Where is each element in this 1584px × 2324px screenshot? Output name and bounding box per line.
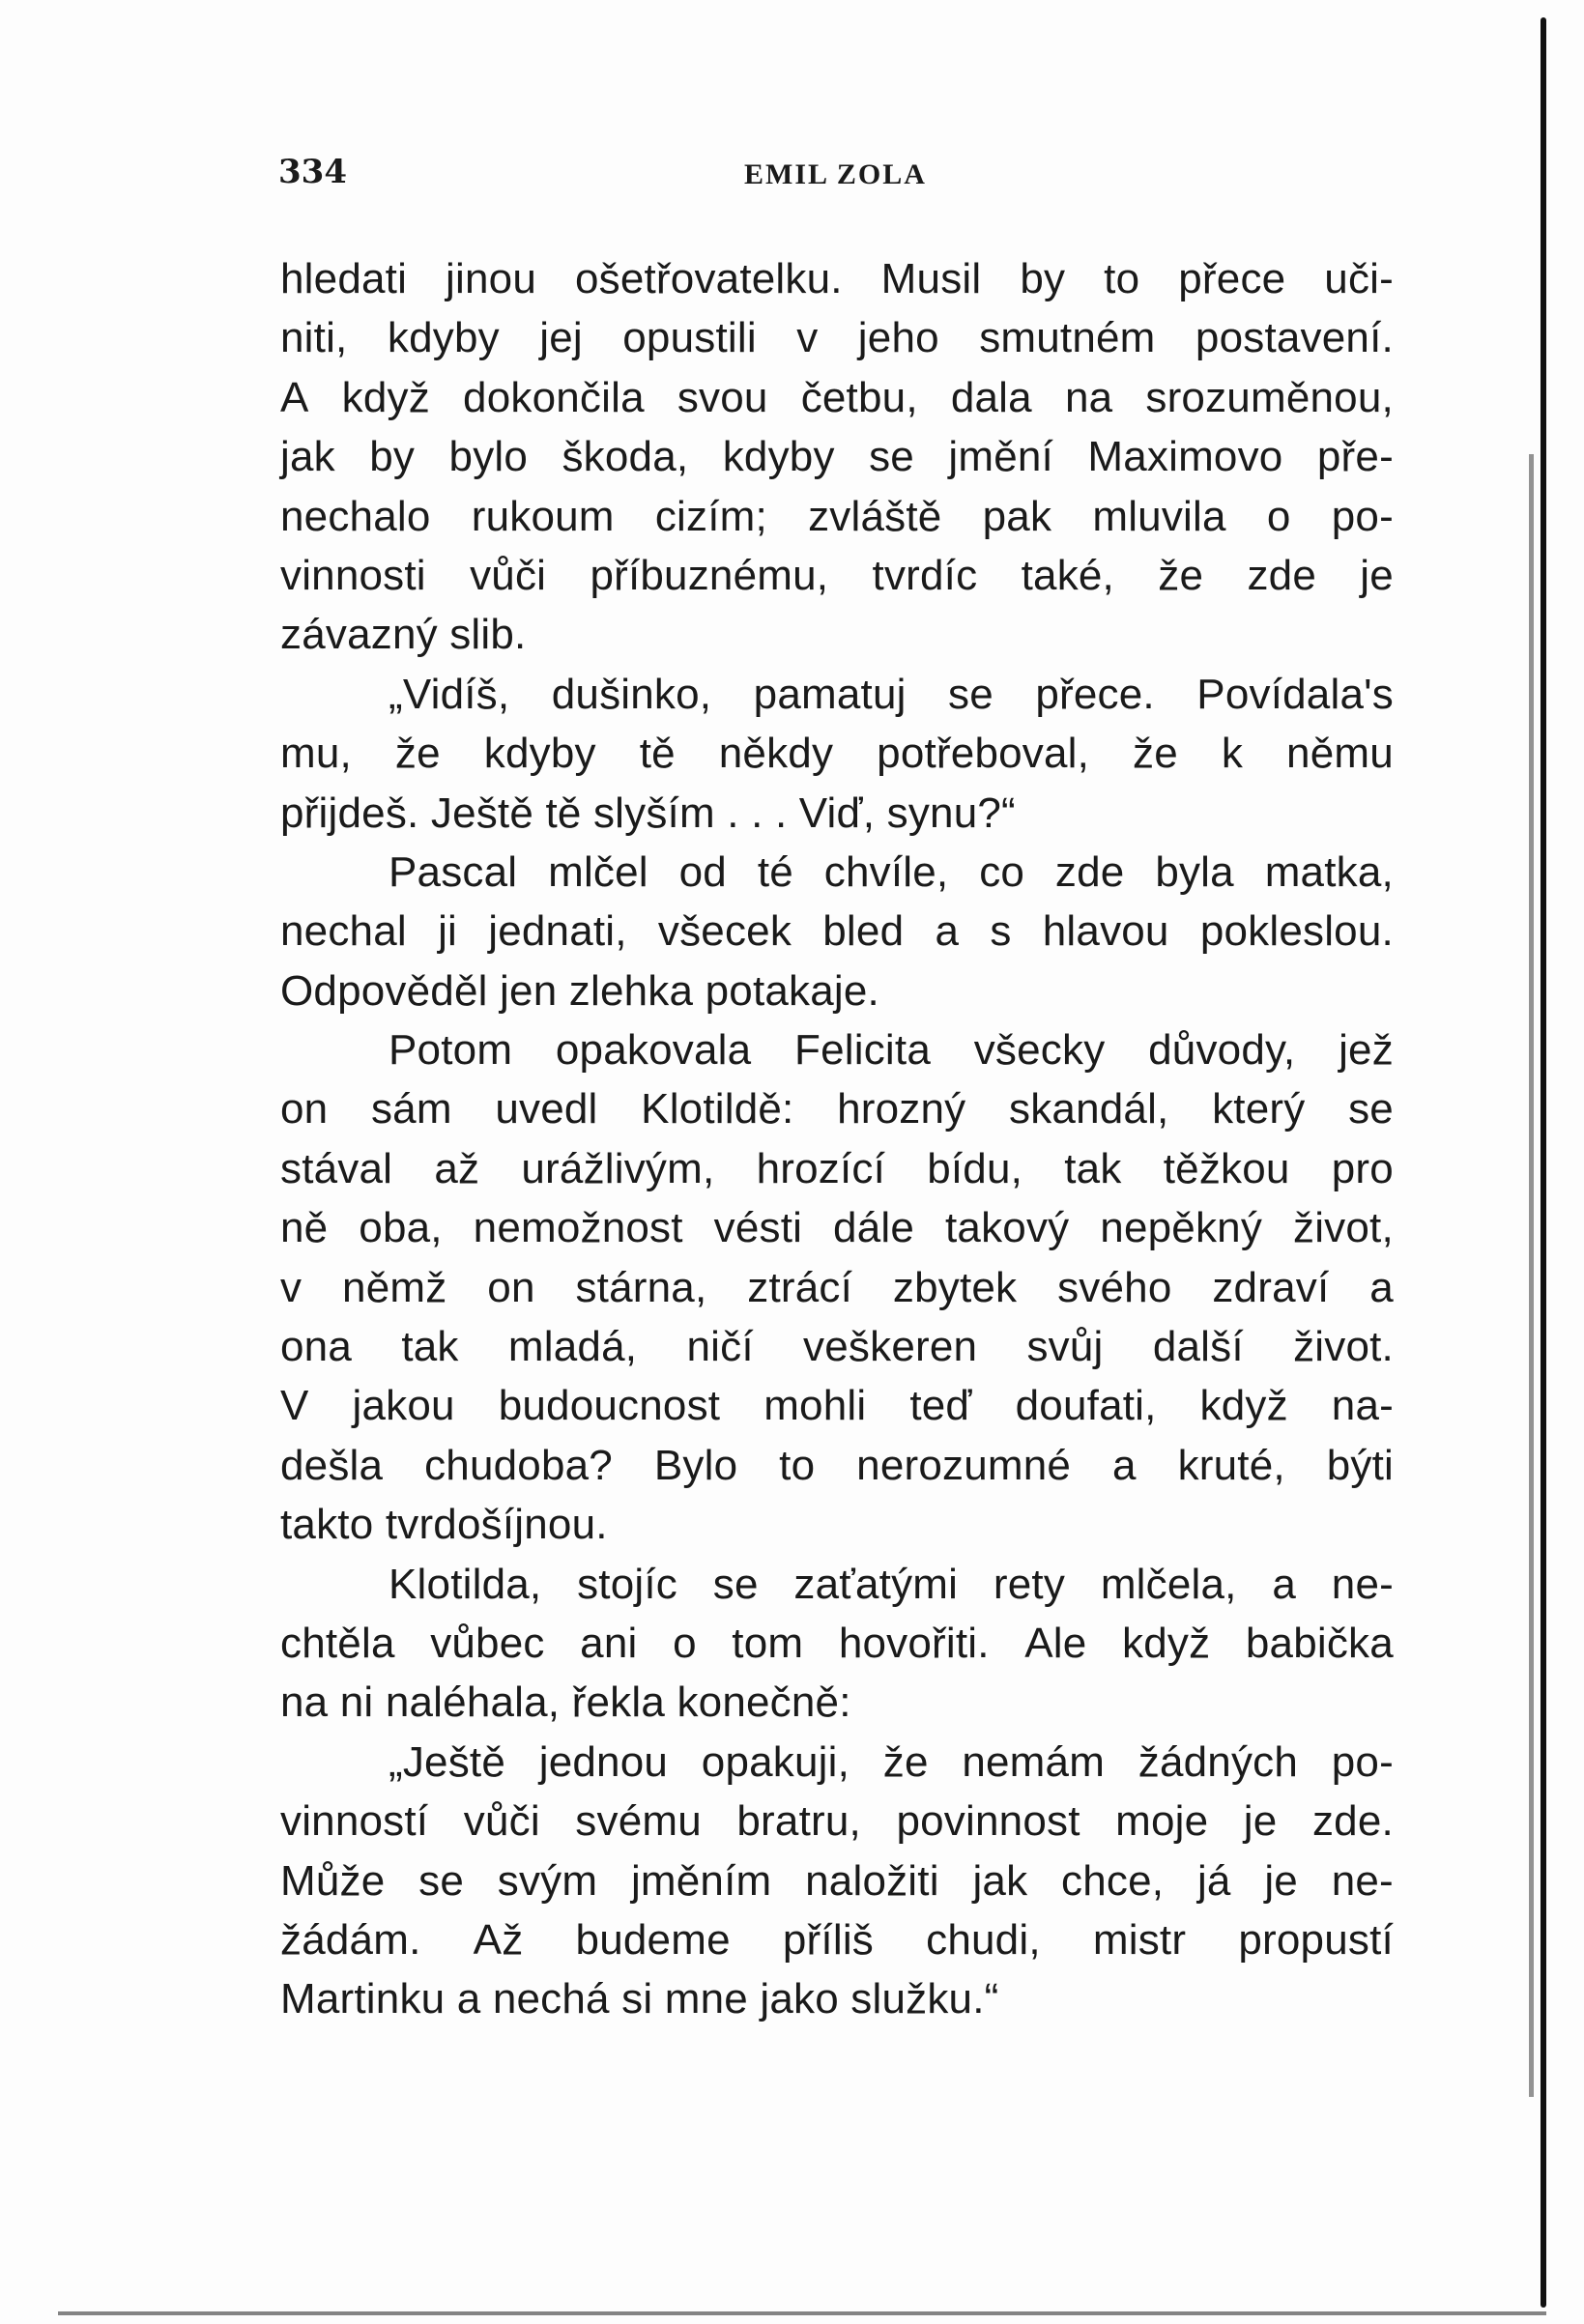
word: o — [1266, 492, 1291, 540]
word: býti — [1326, 1441, 1394, 1489]
word: Může — [280, 1856, 386, 1905]
word: Maximovo — [1087, 433, 1283, 481]
word: jednou — [538, 1737, 669, 1786]
word: by — [369, 433, 416, 481]
word: někdy — [718, 730, 834, 778]
word: že — [1133, 730, 1178, 778]
word: teď — [909, 1382, 972, 1430]
word: opakuji, — [701, 1737, 850, 1786]
word: Klotildě: — [641, 1085, 794, 1133]
word: on — [280, 1085, 329, 1133]
word: nechal — [280, 907, 407, 956]
word: na — [1064, 373, 1113, 421]
word: uči- — [1324, 255, 1394, 302]
word: pře- — [1316, 433, 1394, 481]
text-line — [280, 1436, 1394, 1495]
word: nemožnost — [473, 1204, 683, 1252]
word: dešla — [280, 1441, 384, 1489]
word: rukoum — [471, 492, 615, 540]
word: se — [1348, 1085, 1394, 1133]
word: že — [882, 1737, 929, 1786]
word: jej — [539, 314, 583, 362]
word: jak — [280, 433, 335, 481]
word: propustí — [1238, 1915, 1394, 1964]
word: pokleslou. — [1199, 907, 1394, 956]
word: smutném — [979, 314, 1156, 362]
word: mladá, — [507, 1323, 638, 1371]
word: takový — [944, 1204, 1070, 1252]
word: babička — [1245, 1619, 1394, 1667]
word: a — [935, 907, 960, 956]
text-line — [280, 1376, 1394, 1435]
body-text — [280, 249, 1394, 2029]
word: chudi, — [926, 1915, 1041, 1964]
word: on — [487, 1263, 535, 1311]
word: mohli — [763, 1382, 867, 1430]
word: jakou — [352, 1382, 455, 1430]
word: se — [948, 670, 994, 718]
word: život. — [1293, 1323, 1394, 1371]
word: chvíle, — [823, 847, 949, 896]
word: povinnost — [896, 1797, 1080, 1846]
word: také, — [1021, 551, 1114, 599]
word: mlčela, — [1100, 1560, 1237, 1608]
word: je — [1264, 1856, 1298, 1905]
text-line — [280, 368, 1394, 427]
word: hledati — [280, 255, 408, 302]
word: je — [1360, 551, 1394, 599]
word: hlavou — [1042, 907, 1169, 956]
word: zdraví — [1212, 1263, 1330, 1311]
word: bratru, — [736, 1797, 861, 1846]
word: vinnosti — [280, 551, 426, 599]
text-line — [280, 1851, 1394, 1910]
word: hrozící — [756, 1144, 886, 1192]
word: příbuznému, — [590, 551, 829, 599]
word: ne- — [1331, 1856, 1394, 1905]
text-line — [280, 546, 1394, 605]
text-line — [280, 487, 1394, 546]
word: „Vidíš, — [389, 670, 510, 718]
word: těžkou — [1163, 1144, 1290, 1192]
word: doufati, — [1015, 1382, 1157, 1430]
text-line — [280, 1139, 1394, 1198]
word: matka, — [1264, 847, 1394, 896]
word: když — [1122, 1619, 1211, 1667]
word: V — [280, 1382, 309, 1430]
word: na- — [1331, 1382, 1394, 1430]
text-line: závazný slib. — [280, 611, 527, 659]
word: pamatuj — [753, 670, 907, 718]
word: s — [990, 907, 1012, 956]
text-line — [280, 665, 1394, 724]
word: svou — [677, 373, 768, 421]
text-line — [280, 1555, 1394, 1614]
word: A — [280, 373, 309, 421]
word: mistr — [1092, 1915, 1187, 1964]
text-line: na ni naléhala, řekla konečně: — [280, 1678, 851, 1727]
word: zde — [1054, 847, 1125, 896]
word: Klotilda, — [389, 1560, 542, 1608]
word: jeho — [857, 314, 939, 362]
word: v — [796, 314, 819, 362]
text-line — [280, 1198, 1394, 1257]
word: stával — [280, 1144, 393, 1192]
word: mu, — [280, 730, 352, 778]
word: to — [779, 1441, 816, 1489]
word: vésti — [713, 1204, 803, 1252]
word: uvedl — [495, 1085, 598, 1133]
word: který — [1212, 1085, 1306, 1133]
word: a — [1272, 1560, 1297, 1608]
word: ošetřovatelku. — [574, 255, 843, 302]
word: byla — [1155, 847, 1234, 896]
word: kdyby — [483, 730, 596, 778]
text-line — [280, 1910, 1394, 1969]
word: Pascal — [389, 847, 518, 896]
word: pak — [982, 492, 1052, 540]
word: že — [1158, 551, 1204, 599]
word: bídu, — [927, 1144, 1023, 1192]
word: přece. — [1035, 670, 1155, 718]
page-edge-shadow-inner — [1529, 454, 1534, 2097]
word: co — [979, 847, 1025, 896]
word: tom — [732, 1619, 804, 1667]
word: až — [434, 1144, 480, 1192]
word: chtěla — [280, 1619, 395, 1667]
word: žádných — [1138, 1737, 1299, 1786]
word: dále — [833, 1204, 915, 1252]
word: budoucnost — [498, 1382, 721, 1430]
word: jak — [972, 1856, 1028, 1905]
word: Potom — [389, 1026, 513, 1075]
word: svůj — [1026, 1323, 1104, 1371]
word: chce, — [1061, 1856, 1165, 1905]
word: zde. — [1311, 1797, 1394, 1846]
word: zaťatými — [793, 1560, 959, 1608]
word: od — [678, 847, 727, 896]
word: Bylo — [653, 1441, 738, 1489]
text-line — [280, 1258, 1394, 1317]
word: zde — [1247, 551, 1316, 599]
text-line: Odpověděl jen zlehka potakaje. — [280, 966, 879, 1015]
word: té — [757, 847, 793, 896]
word: přece — [1178, 255, 1286, 302]
text-line — [280, 1020, 1394, 1079]
word: Musil — [880, 255, 982, 302]
word: Povídala's — [1196, 670, 1394, 718]
word: všecky — [973, 1026, 1106, 1075]
word: sám — [370, 1085, 452, 1133]
word: svým — [497, 1856, 598, 1905]
word: mluvila — [1092, 492, 1226, 540]
word: chudoba? — [424, 1441, 613, 1489]
text-line: takto tvrdošíjnou. — [280, 1501, 608, 1549]
word: srozuměnou, — [1145, 373, 1394, 421]
word: němu — [1286, 730, 1394, 778]
word: po- — [1331, 492, 1394, 540]
word: jmění — [948, 433, 1053, 481]
word: se — [869, 433, 914, 481]
word: jinou — [446, 255, 536, 302]
text-line — [280, 1079, 1394, 1138]
word: nechalo — [280, 492, 431, 540]
word: vůči — [463, 1797, 540, 1846]
text-line — [280, 902, 1394, 961]
word: svému — [575, 1797, 702, 1846]
word: skandál, — [1009, 1085, 1169, 1133]
word: nemám — [962, 1737, 1106, 1786]
word: dala — [950, 373, 1032, 421]
word: škoda, — [562, 433, 689, 481]
word: vůči — [470, 551, 547, 599]
word: pro — [1331, 1144, 1394, 1192]
text-line — [280, 724, 1394, 783]
word: ztrácí — [747, 1263, 853, 1311]
word: ně — [280, 1204, 329, 1252]
word: „Ještě — [389, 1737, 506, 1786]
word: když — [341, 373, 430, 421]
word: když — [1199, 1382, 1288, 1430]
word: nepěkný — [1100, 1204, 1263, 1252]
text-line — [280, 427, 1394, 486]
word: jednati, — [488, 907, 627, 956]
word: zvláště — [808, 492, 942, 540]
word: o — [673, 1619, 697, 1667]
text-line: přijdeš. Ještě tě slyším . . . Viď, synu?“ — [280, 789, 1016, 837]
word: stojíc — [577, 1560, 678, 1608]
word: ničí — [686, 1323, 754, 1371]
word: Až — [473, 1915, 524, 1964]
word: tak — [401, 1323, 459, 1371]
text-line — [280, 1614, 1394, 1673]
word: všecek — [657, 907, 792, 956]
word: rety — [993, 1560, 1066, 1608]
word: ji — [438, 907, 458, 956]
word: jměním — [630, 1856, 772, 1905]
word: důvody, — [1148, 1026, 1296, 1075]
text-line — [280, 1792, 1394, 1851]
word: kdyby — [387, 314, 500, 362]
word: nerozumné — [856, 1441, 1072, 1489]
word: hovořiti. — [838, 1619, 990, 1667]
word: mlčel — [548, 847, 648, 896]
word: že — [394, 730, 441, 778]
word: stárna, — [575, 1263, 707, 1311]
text-line — [280, 249, 1394, 308]
word: naložiti — [805, 1856, 939, 1905]
word: potřeboval, — [877, 730, 1090, 778]
page-header — [0, 153, 1584, 201]
word: Ale — [1024, 1619, 1087, 1667]
word: ne- — [1331, 1560, 1394, 1608]
word: moje — [1115, 1797, 1209, 1846]
word: hrozný — [837, 1085, 966, 1133]
word: tě — [639, 730, 676, 778]
word: budeme — [575, 1915, 731, 1964]
word: kruté, — [1177, 1441, 1285, 1489]
word: zbytek — [892, 1263, 1018, 1311]
text-line — [280, 843, 1394, 902]
word: cizím; — [654, 492, 767, 540]
word: život, — [1293, 1204, 1394, 1252]
word: jež — [1339, 1026, 1394, 1075]
page-edge-shadow — [1541, 17, 1546, 2308]
word: to — [1104, 255, 1140, 302]
word: další — [1152, 1323, 1244, 1371]
word: k — [1221, 730, 1244, 778]
word: po- — [1331, 1737, 1394, 1786]
word: vůbec — [430, 1619, 545, 1667]
word: bled — [822, 907, 905, 956]
word: a — [1112, 1441, 1137, 1489]
page-bottom-edge — [58, 2311, 1546, 2315]
word: se — [418, 1856, 465, 1905]
text-line — [280, 308, 1394, 367]
text-line — [280, 1733, 1394, 1792]
word: příliš — [782, 1915, 874, 1964]
word: se — [712, 1560, 759, 1608]
word: žádám. — [280, 1915, 421, 1964]
text-line: Martinku a nechá si mne jako služku.“ — [280, 1975, 999, 2023]
word: by — [1020, 255, 1066, 302]
word: ona — [280, 1323, 353, 1371]
word: Felicita — [794, 1026, 931, 1075]
word: já — [1196, 1856, 1231, 1905]
word: četbu, — [800, 373, 918, 421]
word: vinností — [280, 1797, 429, 1846]
word: kdyby — [722, 433, 835, 481]
word: tak — [1064, 1144, 1122, 1192]
text-line — [280, 1317, 1394, 1376]
word: je — [1243, 1797, 1278, 1846]
word: urážlivým, — [521, 1144, 715, 1192]
word: a — [1369, 1263, 1394, 1311]
word: němž — [342, 1263, 447, 1311]
word: bylo — [448, 433, 529, 481]
word: opakovala — [555, 1026, 752, 1075]
word: svého — [1057, 1263, 1172, 1311]
word: niti, — [280, 314, 348, 362]
word: oba, — [359, 1204, 443, 1252]
word: tvrdíc — [872, 551, 978, 599]
word: opustili — [622, 314, 757, 362]
word: dokončila — [463, 373, 645, 421]
word: postavení. — [1195, 314, 1394, 362]
page-number: 334 — [278, 153, 347, 191]
word: ani — [580, 1619, 638, 1667]
word: v — [280, 1263, 302, 1311]
word: dušinko, — [551, 670, 712, 718]
word: veškeren — [803, 1323, 978, 1371]
running-head: EMIL ZOLA — [744, 158, 927, 190]
